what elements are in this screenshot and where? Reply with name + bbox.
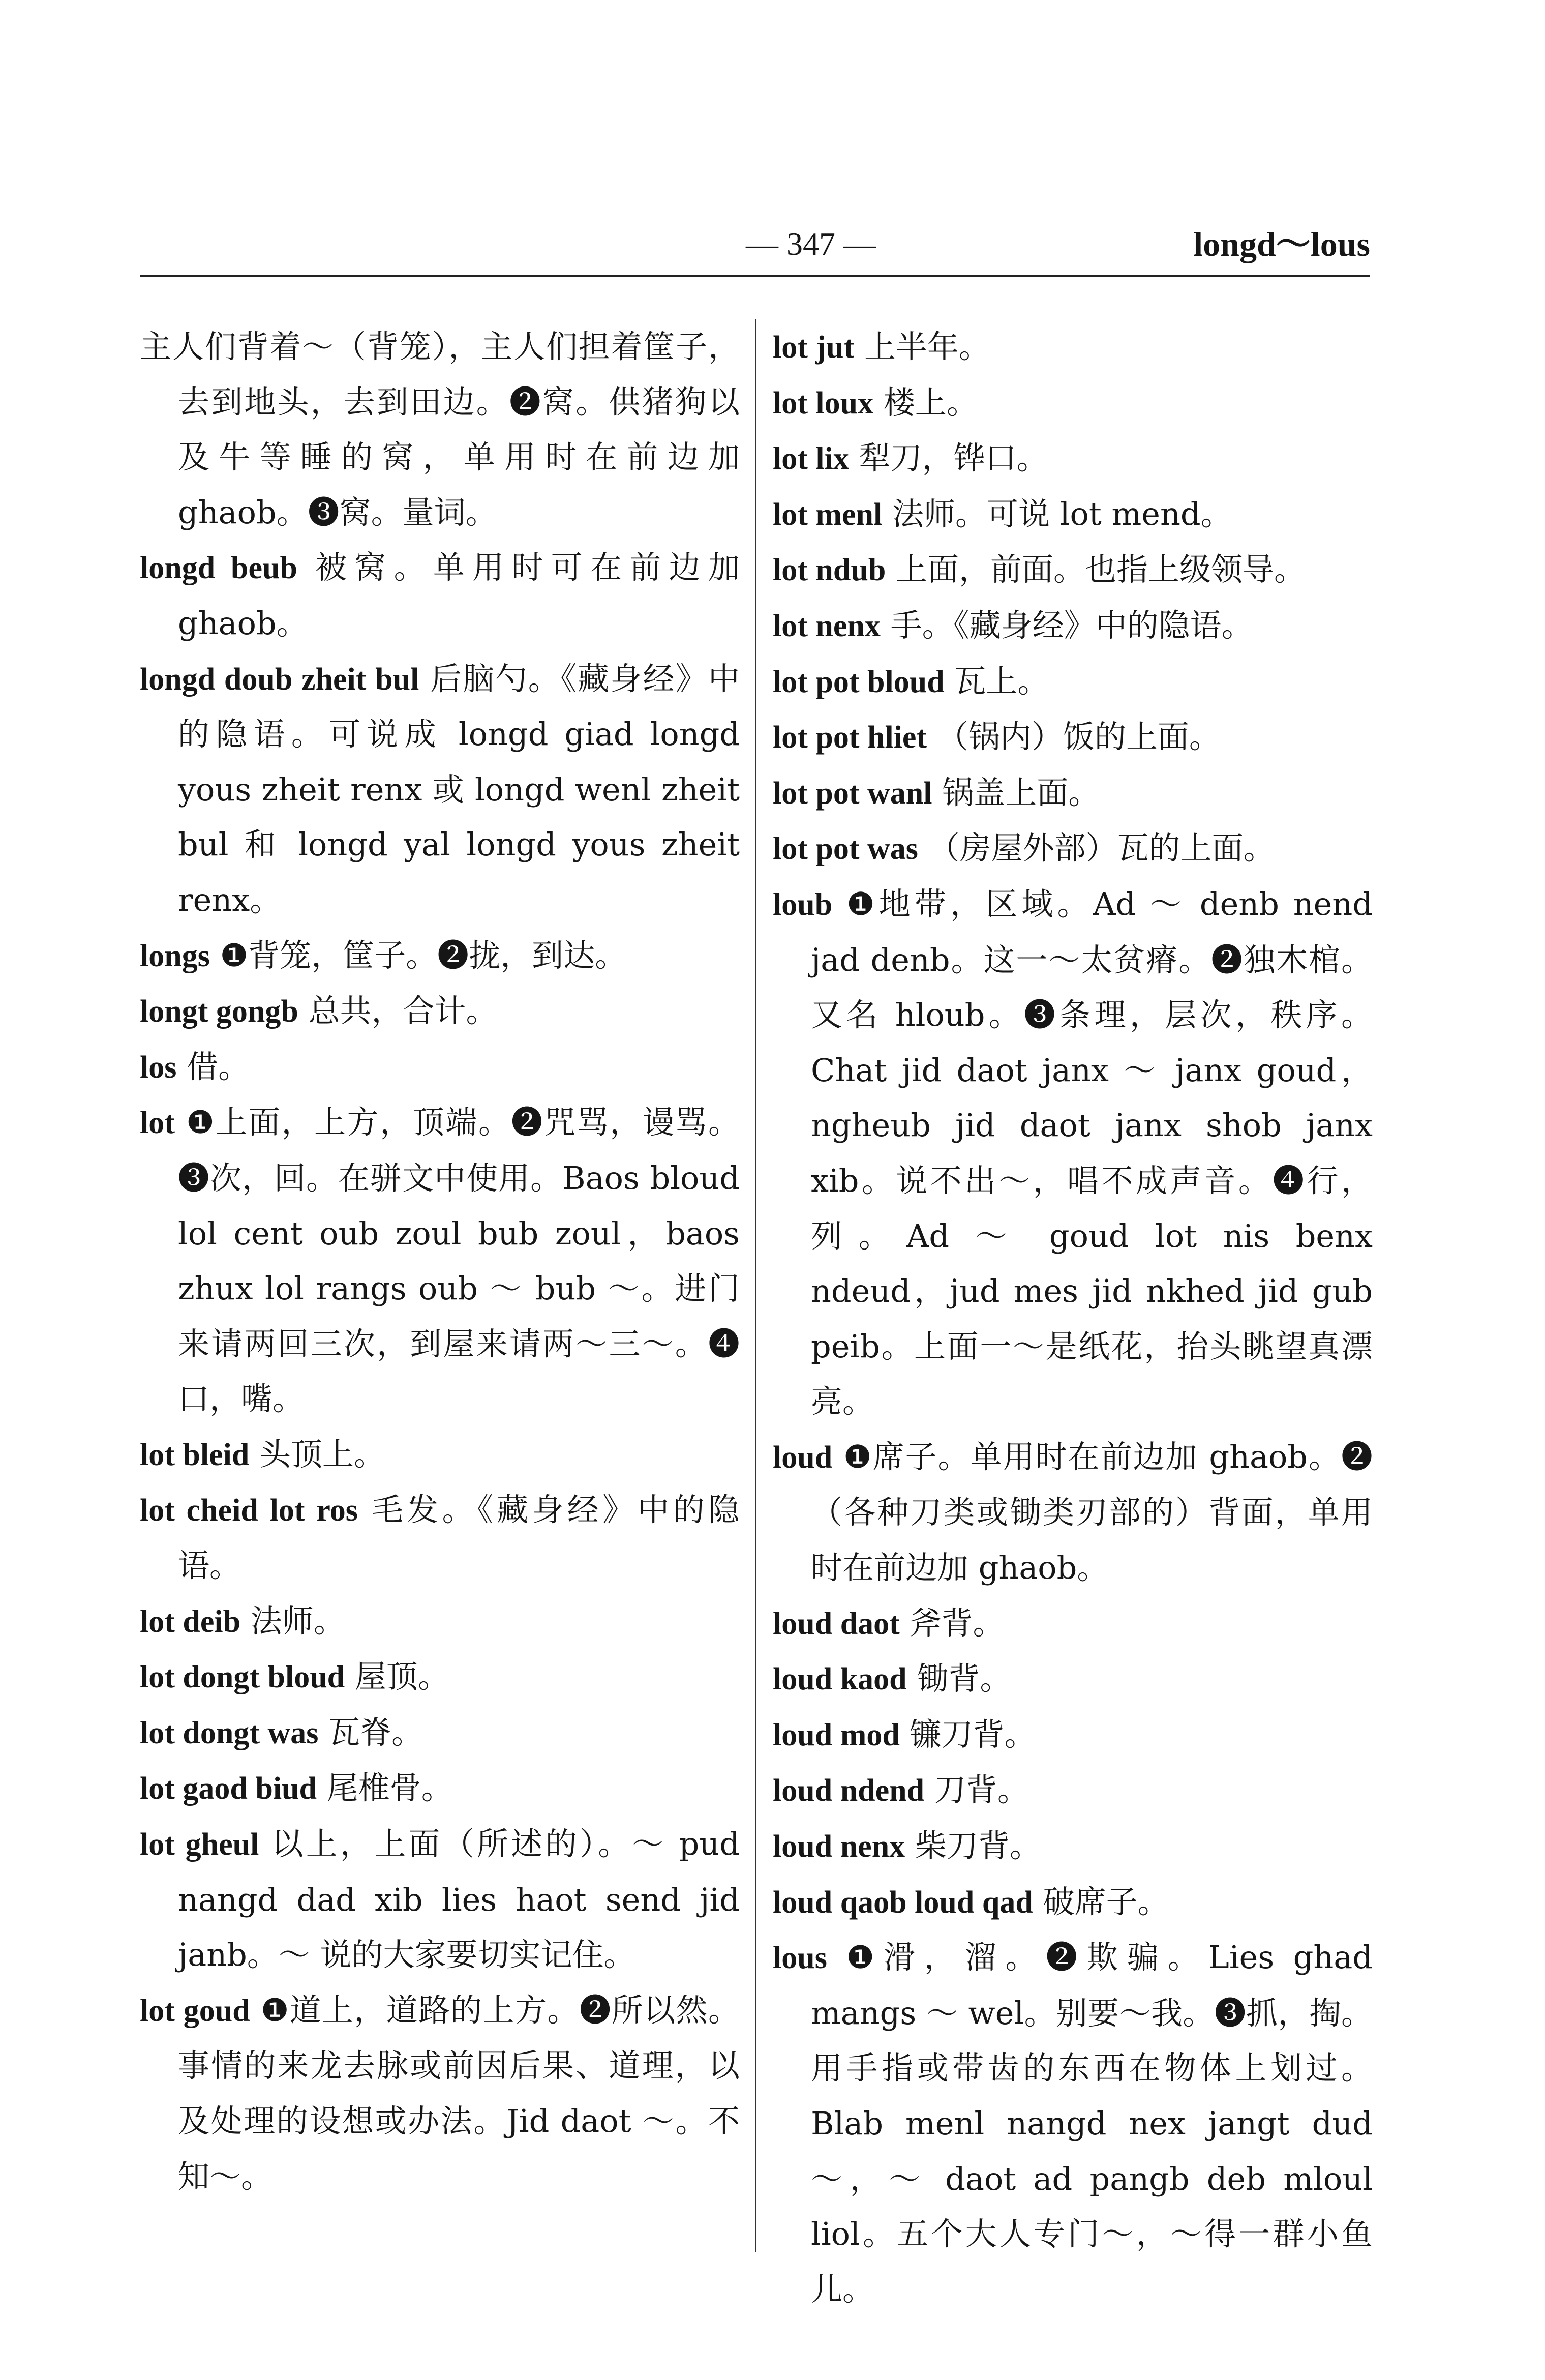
dictionary-entry <box>773 821 1373 877</box>
dictionary-entry <box>773 1875 1373 1930</box>
entry-definition: 屋顶。 <box>354 1658 449 1695</box>
entry-definition: 瓦脊。 <box>328 1713 423 1751</box>
dictionary-entry <box>140 319 740 540</box>
entry-definition: 上半年。 <box>864 328 990 365</box>
dictionary-entry <box>773 431 1373 487</box>
entry-headword: lot <box>140 1106 175 1141</box>
dictionary-entry <box>773 487 1373 543</box>
entry-definition: 镰刀背。 <box>910 1715 1036 1753</box>
entry-headword: lot ndub <box>773 553 886 588</box>
entry-headword: lot pot bloud <box>773 664 945 699</box>
entry-definition: 毛发。《藏身经》中的隐语。 <box>178 1491 740 1585</box>
dictionary-entry <box>140 1095 740 1427</box>
page-number: — 347 — <box>746 226 876 262</box>
entry-headword: lot dongt bloud <box>140 1660 345 1695</box>
dictionary-entry <box>773 542 1373 598</box>
entry-definition: 柴刀背。 <box>915 1827 1041 1865</box>
dictionary-entry <box>773 1930 1373 2317</box>
entry-headword: longs <box>140 938 210 973</box>
entry-headword: loud ndend <box>773 1773 925 1808</box>
entry-definition: 法师。可说 lot mend。 <box>892 495 1232 532</box>
header-rule <box>140 275 1370 277</box>
dictionary-entry <box>773 1651 1373 1707</box>
entry-definition: 以上，上面（所述的）。～ pud nangd dad xib lies haot send jid janb。～ 说的大家要切实记住。 <box>178 1825 740 1974</box>
entry-definition: （锅内）饭的上面。 <box>936 718 1221 756</box>
entry-definition: 借。 <box>187 1048 250 1085</box>
dictionary-entry <box>140 1817 740 1983</box>
entry-headword: loud mod <box>773 1717 900 1752</box>
entry-definition: 被窝。单用时可在前边加 ghaob。 <box>178 549 740 642</box>
entry-definition: 斧背。 <box>910 1604 1005 1642</box>
entry-headword: lot gaod biud <box>140 1771 317 1806</box>
dictionary-entry <box>773 1819 1373 1875</box>
dictionary-entry <box>773 1430 1373 1596</box>
entry-definition: ❶地带，区域。Ad ～ denb nend jad denb。这一～太贫瘠。❷独木棺。又名 hloub。❸条理，层次，秩序。Chat jid daot janx ～ janx goud，ngheub jid daot janx shob janx xib。说不出～，唱不成声音。❹行，列。Ad ～ goud lot nis benx ndeud，jud mes jid nkhed jid gub peib。上面一～是纸花，抬头眺望真漂亮。 <box>811 885 1373 1420</box>
left-column <box>140 319 740 2204</box>
dictionary-entry <box>773 319 1373 375</box>
entry-definition: 锄背。 <box>917 1660 1012 1698</box>
entry-definition: 楼上。 <box>883 383 978 421</box>
entry-headword: lot cheid lot ros <box>140 1493 358 1528</box>
dictionary-entry <box>140 1705 740 1761</box>
entry-definition: 手。《藏身经》中的隐语。 <box>890 606 1253 644</box>
entry-headword: loud nenx <box>773 1829 905 1864</box>
entry-headword: lous <box>773 1941 827 1976</box>
running-head: longd～lous <box>1193 225 1370 263</box>
entry-definition: ❶席子。单用时在前边加 ghaob。❷（各种刀类或锄类刃部的）背面，单用时在前边加 ghaob。 <box>811 1438 1373 1587</box>
entry-headword: lot pot hliet <box>773 720 927 755</box>
entry-headword: loud daot <box>773 1606 900 1641</box>
dictionary-entry <box>773 654 1373 710</box>
dictionary-entry <box>140 1983 740 2204</box>
entry-headword: loub <box>773 887 833 922</box>
entry-headword: lot deib <box>140 1604 241 1639</box>
dictionary-entry <box>773 877 1373 1430</box>
entry-definition: ❶道上，道路的上方。❷所以然。事情的来龙去脉或前因后果、道理，以及处理的设想或办法。Jid daot ～。不知～。 <box>178 1991 740 2195</box>
entry-definition: 法师。 <box>250 1602 345 1640</box>
entry-headword: lot lix <box>773 441 849 477</box>
entry-definition: 后脑勺。《藏身经》中的隐语。可说成 longd giad longd yous zheit renx 或 longd wenl zheit bul 和 longd yal longd yous zheit renx。 <box>178 660 740 918</box>
dictionary-entry <box>140 651 740 928</box>
entry-definition: 瓦上。 <box>954 662 1049 700</box>
entry-definition: （房屋外部）瓦的上面。 <box>928 829 1275 867</box>
entry-headword: lot pot wanl <box>773 776 932 811</box>
entry-definition: 上面，前面。也指上级领导。 <box>896 551 1306 588</box>
entry-headword: lot jut <box>773 330 855 365</box>
page-header <box>140 219 1370 275</box>
entry-headword: loud <box>773 1440 833 1475</box>
entry-headword: longd doub zheit bul <box>140 662 419 697</box>
entry-headword: lot dongt was <box>140 1715 319 1750</box>
entry-definition: ❶滑，溜。❷欺骗。Lies ghad mangs ～ wel。别要～我。❸抓，掏。用手指或带齿的东西在物体上划过。Blab menl nangd nex jangt dud ～，～ daot ad pangb deb mloul liol。五个大人专门～，～得一群小鱼儿。 <box>811 1939 1373 2308</box>
entry-headword: lot bleid <box>140 1437 250 1472</box>
dictionary-entry <box>140 1482 740 1593</box>
entry-headword: longt gongb <box>140 994 298 1029</box>
entry-definition: 锅盖上面。 <box>942 774 1100 811</box>
dictionary-entry <box>773 1763 1373 1819</box>
entry-headword: lot goud <box>140 1993 250 2028</box>
dictionary-entry <box>140 928 740 984</box>
entry-definition: 尾椎骨。 <box>326 1769 453 1807</box>
dictionary-entry <box>140 540 740 651</box>
entry-headword: lot gheul <box>140 1827 259 1862</box>
dictionary-entry <box>773 765 1373 821</box>
entry-headword: los <box>140 1050 177 1085</box>
entry-definition: ❶背笼，筐子。❷拢，到达。 <box>220 936 627 974</box>
entry-definition: 刀背。 <box>934 1771 1029 1809</box>
entry-headword: lot pot was <box>773 831 918 867</box>
column-divider <box>755 319 756 2252</box>
dictionary-entry <box>140 1761 740 1817</box>
entry-headword: lot loux <box>773 385 874 421</box>
dictionary-entry <box>773 709 1373 765</box>
right-column <box>773 319 1373 2317</box>
entry-definition: 主人们背着～（背笼），主人们担着筐子，去到地头，去到田边。❷窝。供猪狗以及牛等睡的窝，单用时在前边加 ghaob。❸窝。量词。 <box>140 328 740 531</box>
dictionary-entry <box>773 598 1373 654</box>
entry-headword: loud kaod <box>773 1662 907 1697</box>
entry-definition: 总共，合计。 <box>308 992 498 1030</box>
dictionary-entry <box>773 375 1373 431</box>
dictionary-entry <box>773 1596 1373 1652</box>
dictionary-entry <box>140 1427 740 1483</box>
entry-definition: 破席子。 <box>1043 1883 1169 1920</box>
dictionary-entry <box>140 1039 740 1095</box>
dictionary-entry <box>140 1594 740 1650</box>
entry-definition: 犁刀，铧口。 <box>859 439 1048 477</box>
entry-headword: longd beub <box>140 551 297 586</box>
entry-headword: loud qaob loud qad <box>773 1885 1033 1920</box>
dictionary-entry <box>140 984 740 1039</box>
dictionary-entry <box>773 1707 1373 1763</box>
entry-headword: lot nenx <box>773 608 881 643</box>
entry-headword: lot menl <box>773 497 883 532</box>
dictionary-entry <box>140 1649 740 1705</box>
entry-definition: 头顶上。 <box>259 1435 386 1473</box>
entry-definition: ❶上面，上方，顶端。❷咒骂，谩骂。❸次，回。在骈文中使用。Baos bloud lol cent oub zoul bub zoul，baos zhux lol rangs oub ～ bub ～。进门来请两回三次，到屋来请两～三～。❹口，嘴。 <box>178 1104 740 1418</box>
